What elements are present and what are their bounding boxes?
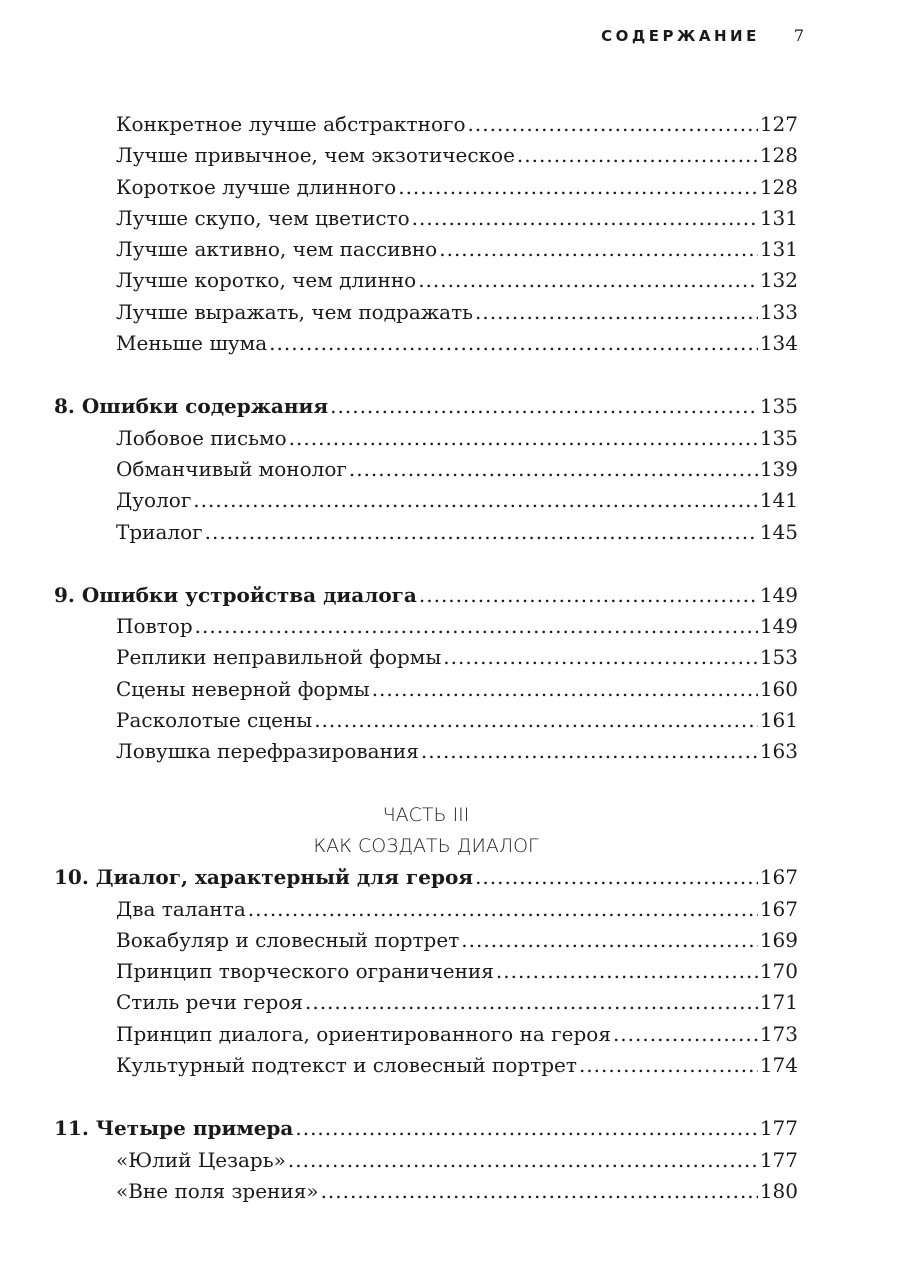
toc-entry-page: 149: [759, 582, 798, 607]
toc-entry-page: 163: [759, 739, 798, 764]
dot-leader: [193, 485, 758, 516]
toc-entry-page: 177: [759, 1147, 798, 1172]
toc-entry-page: 135: [759, 425, 798, 450]
toc-entry-page: 177: [759, 1116, 798, 1141]
dot-leader: [461, 925, 758, 956]
toc-section-entry[interactable]: [54, 423, 798, 454]
toc-section-entry[interactable]: [54, 736, 798, 767]
table-of-contents: [54, 109, 798, 1207]
toc-chapter-entry[interactable]: [54, 391, 798, 422]
toc-entry-page: 145: [759, 519, 798, 544]
toc-section-entry[interactable]: [54, 485, 798, 516]
toc-section-entry[interactable]: [54, 203, 798, 234]
dot-leader: [205, 517, 758, 548]
toc-entry-title: Культурный подтекст и словесный портрет: [116, 1053, 577, 1078]
toc-entry-title: 10. Диалог, характерный для героя: [54, 865, 474, 890]
toc-entry-title: Реплики неправильной формы: [116, 645, 442, 670]
toc-entry-title: Лучше коротко, чем длинно: [116, 268, 417, 293]
dot-leader: [496, 956, 758, 987]
toc-entry-title: Лучше выражать, чем подражать: [116, 299, 474, 324]
dot-leader: [295, 1113, 757, 1144]
toc-entry-title: 8. Ошибки содержания: [54, 394, 329, 419]
dot-leader: [412, 203, 758, 234]
toc-entry-title: Принцип творческого ограничения: [116, 959, 494, 984]
part-heading: ЧАСТЬ III: [382, 803, 470, 826]
toc-entry-page: 173: [759, 1021, 798, 1046]
dot-leader: [248, 894, 758, 925]
dot-leader: [579, 1050, 758, 1081]
dot-leader: [289, 423, 758, 454]
toc-entry-page: 161: [759, 708, 798, 733]
dot-leader: [288, 1145, 758, 1176]
part-heading: КАК СОЗДАТЬ ДИАЛОГ: [313, 834, 539, 857]
toc-entry-title: Лучше скупо, чем цветисто: [116, 205, 410, 230]
toc-section-entry[interactable]: [54, 328, 798, 359]
toc-entry-page: 160: [759, 676, 798, 701]
toc-chapter-entry[interactable]: [54, 580, 798, 611]
dot-leader: [195, 611, 758, 642]
dot-leader: [398, 172, 758, 203]
toc-section-entry[interactable]: [54, 674, 798, 705]
toc-entry-page: 170: [759, 959, 798, 984]
toc-chapter-entry[interactable]: [54, 1113, 798, 1144]
toc-entry-page: 149: [759, 614, 798, 639]
toc-entry-title: Расколотые сцены: [116, 708, 313, 733]
dot-leader: [330, 391, 758, 422]
toc-section-entry[interactable]: [54, 265, 798, 296]
toc-entry-page: 133: [759, 299, 798, 324]
toc-entry-title: Лучше привычное, чем экзотическое: [116, 143, 515, 168]
toc-entry-page: 131: [759, 205, 798, 230]
toc-entry-page: 171: [759, 990, 798, 1015]
toc-entry-title: Сцены неверной формы: [116, 676, 370, 701]
dot-leader: [305, 987, 758, 1018]
toc-section-entry[interactable]: [54, 956, 798, 987]
running-header-title: СОДЕРЖАНИЕ: [601, 27, 760, 45]
toc-entry-page: 169: [759, 927, 798, 952]
toc-entry-title: Два таланта: [116, 896, 246, 921]
toc-entry-title: Обманчивый монолог: [116, 456, 347, 481]
dot-leader: [468, 109, 758, 140]
toc-entry-title: Триалог: [116, 519, 203, 544]
dot-leader: [418, 265, 758, 296]
dot-leader: [372, 674, 758, 705]
toc-section-entry[interactable]: [54, 894, 798, 925]
toc-section-entry[interactable]: [54, 172, 798, 203]
dot-leader: [439, 234, 758, 265]
toc-section-entry[interactable]: [54, 140, 798, 171]
toc-section-entry[interactable]: [54, 987, 798, 1018]
toc-entry-page: 139: [759, 456, 798, 481]
dot-leader: [443, 642, 758, 673]
dot-leader: [419, 580, 758, 611]
toc-entry-page: 153: [759, 645, 798, 670]
dot-leader: [349, 454, 758, 485]
dot-leader: [321, 1176, 758, 1207]
toc-entry-page: 128: [759, 143, 798, 168]
toc-entry-title: Повтор: [116, 614, 193, 639]
toc-entry-title: «Юлий Цезарь»: [116, 1147, 286, 1172]
toc-entry-page: 180: [759, 1178, 798, 1203]
toc-section-entry[interactable]: [54, 1019, 798, 1050]
toc-chapter-entry[interactable]: [54, 862, 798, 893]
toc-entry-title: Лучше активно, чем пассивно: [116, 237, 438, 262]
toc-entry-page: 135: [759, 394, 798, 419]
toc-entry-page: 174: [759, 1053, 798, 1078]
toc-entry-title: Короткое лучше длинного: [116, 174, 397, 199]
toc-section-entry[interactable]: [54, 611, 798, 642]
toc-section-entry[interactable]: [54, 297, 798, 328]
toc-entry-page: 134: [759, 331, 798, 356]
toc-entry-title: Дуолог: [116, 488, 192, 513]
toc-section-entry[interactable]: [54, 454, 798, 485]
toc-entry-title: 9. Ошибки устройства диалога: [54, 582, 417, 607]
toc-entry-title: Лобовое письмо: [116, 425, 287, 450]
toc-section-entry[interactable]: [54, 925, 798, 956]
toc-entry-title: Стиль речи героя: [116, 990, 303, 1015]
toc-entry-page: 167: [759, 865, 798, 890]
toc-entry-page: 141: [759, 488, 798, 513]
dot-leader: [421, 736, 758, 767]
running-header: [601, 26, 804, 45]
toc-entry-page: 167: [759, 896, 798, 921]
toc-section-entry[interactable]: [54, 705, 798, 736]
toc-entry-page: 132: [759, 268, 798, 293]
dot-leader: [517, 140, 758, 171]
dot-leader: [613, 1019, 758, 1050]
toc-section-entry[interactable]: [54, 1145, 798, 1176]
dot-leader: [475, 297, 758, 328]
toc-entry-title: Меньше шума: [116, 331, 268, 356]
toc-section-entry[interactable]: [54, 109, 798, 140]
toc-section-entry[interactable]: [54, 1050, 798, 1081]
toc-entry-page: 131: [759, 237, 798, 262]
toc-entry-page: 128: [759, 174, 798, 199]
toc-entry-title: Вокабуляр и словесный портрет: [116, 927, 460, 952]
toc-section-entry[interactable]: [54, 1176, 798, 1207]
dot-leader: [314, 705, 758, 736]
dot-leader: [269, 328, 758, 359]
toc-entry-page: 127: [759, 112, 798, 136]
toc-section-entry[interactable]: [54, 517, 798, 548]
toc-section-entry[interactable]: [54, 642, 798, 673]
toc-section-entry[interactable]: [54, 234, 798, 265]
dot-leader: [475, 862, 758, 893]
toc-entry-title: «Вне поля зрения»: [116, 1178, 319, 1203]
page-number: 7: [793, 26, 804, 45]
toc-entry-title: Принцип диалога, ориентированного на героя: [116, 1021, 611, 1046]
toc-entry-title: Ловушка перефразирования: [116, 739, 419, 764]
toc-entry-title: 11. Четыре примера: [54, 1116, 294, 1141]
toc-entry-title: Конкретное лучше абстрактного: [116, 112, 466, 136]
